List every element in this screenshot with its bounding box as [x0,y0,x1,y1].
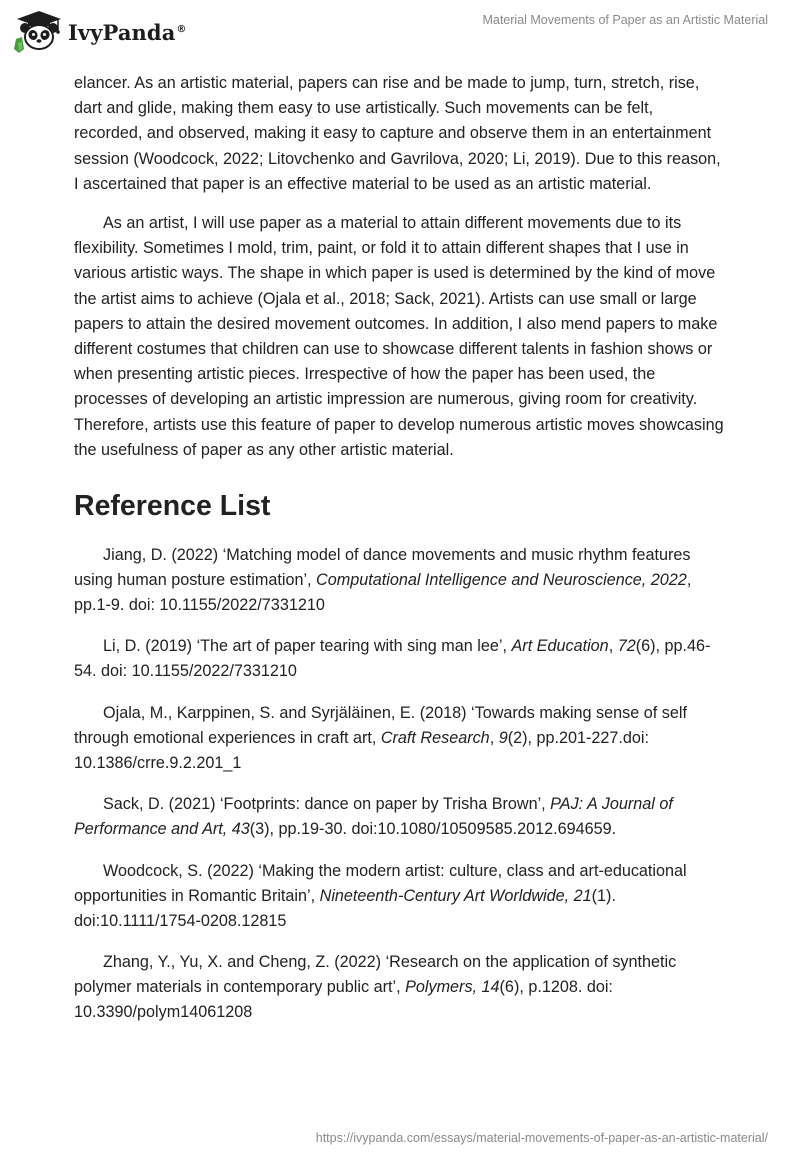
running-title: Material Movements of Paper as an Artistic Material [482,13,768,27]
reference-list [74,543,726,1025]
reference-item: Zhang, Y., Yu, X. and Cheng, Z. (2022) ‘Research on the application of synthetic polymer materials in contemporary public art’, Polymers, 14(6), p.1208. doi: 10.3390/polym14061208 [74,953,677,1021]
paragraph: As an artist, I will use paper as a material to attain different movements due to its flexibility. Sometimes I mold, trim, paint, or fold it to attain different shapes that I use in various artistic ways. The shape in which paper is used is determined by the kind of move the artist aims to achieve (Ojala et al., 2018; Sack, 2021). Artists can use small or large papers to attain the desired movement outcomes. In addition, I also mend papers to make different costumes that children can use to showcase different talents in fashion shows or when presenting artistic pieces. Irrespective of how the paper has been used, the processes of developing an artistic impression are numerous, giving room for creativity. Therefore, artists use this feature of paper to develop numerous artistic moves showcasing the usefulness of paper as any other artistic material. [74,214,724,459]
brand-name: IvyPanda® [68,19,187,45]
reference-list-heading: Reference List [74,490,271,523]
ivypanda-logo[interactable] [14,8,187,56]
reference-item: Woodcock, S. (2022) ‘Making the modern artist: culture, class and art-educational opportunities in Romantic Britain’, Nineteenth-Century Art Worldwide, 21(1). doi:10.1111/1754-0208.12815 [74,862,687,930]
reference-item: Jiang, D. (2022) ‘Matching model of dance movements and music rhythm features using human posture estimation’, Computational Intelligence and Neuroscience, 2022, pp.1-9. doi: 10.1155/2022/7331210 [74,546,692,614]
reference-item: Li, D. (2019) ‘The art of paper tearing with sing man lee’, Art Education, 72(6), pp.46-54. doi: 10.1155/2022/7331210 [74,637,711,681]
document-body [74,71,726,1042]
reference-item: Ojala, M., Karppinen, S. and Syrjäläinen, E. (2018) ‘Towards making sense of self through emotional experiences in craft art, Craft Research, 9(2), pp.201-227.doi: 10.1386/crre.9.2.201_1 [74,704,687,772]
reference-item: Sack, D. (2021) ‘Footprints: dance on paper by Trisha Brown’, PAJ: A Journal of Performance and Art, 43(3), pp.19-30. doi:10.1080/10509585.2012.694659. [74,795,673,839]
source-url-link[interactable]: https://ivypanda.com/essays/material-movements-of-paper-as-an-artistic-material/ [315,1131,768,1145]
page-header [0,0,800,66]
paragraph: elancer. As an artistic material, papers can rise and be made to jump, turn, stretch, rise, dart and glide, making them easy to use artistically. Such movements can be felt, recorded, and observed, making it easy to capture and observe them in an entertainment session (Woodcock, 2022; Litovchenko and Gavrilova, 2020; Li, 2019). Due to this reason, I ascertained that paper is an effective material to be used as an artistic material. [74,74,721,193]
panda-graduate-icon [14,9,64,55]
